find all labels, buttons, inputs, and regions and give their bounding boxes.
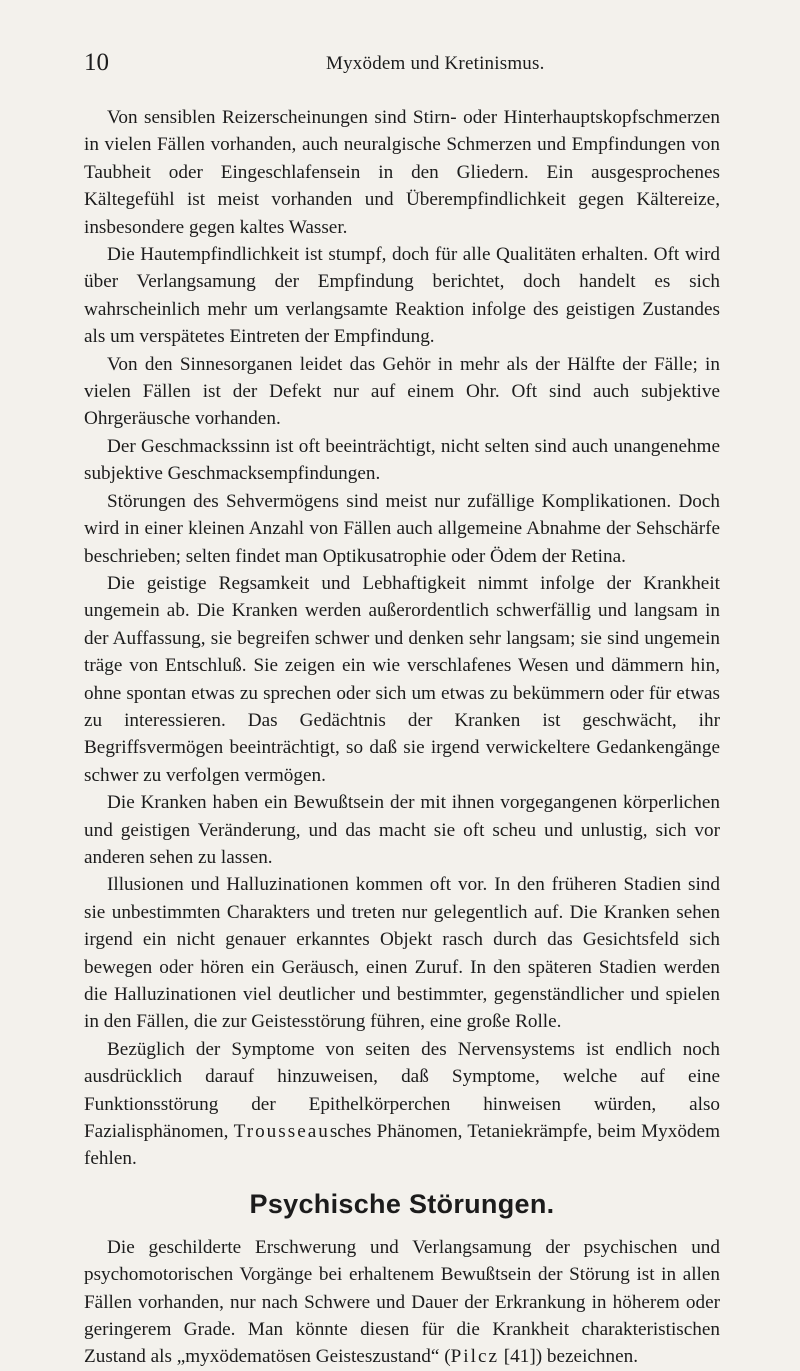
author-name-pilcz: Pilcz — [450, 1346, 499, 1368]
running-head — [84, 48, 720, 78]
page-number: 10 — [84, 49, 109, 76]
paragraph-hautempfindlichkeit: Die Hautempfindlichkeit ist stumpf, doch für alle Qualitäten erhalten. Oft wird über Verlangsamung der Empfindung berichtet, doch handelt es sich wahrscheinlich mehr um verlangsamte Reaktion infolge des geistigen Zustandes als um verspätetes Eintreten der Empfindung. — [84, 244, 720, 348]
paragraph-psychische-text: Die geschilderte Erschwerung und Verlangsamung der psychischen und psychomotorischen Vorgänge bei erhaltenem Bewußtsein der Störung ist in allen Fällen vorhanden, nur nach Schwere und Dauer der Erkrankung in höherem oder geringerem Grade. Man könnte diesen für die Krankheit charakteristischen Zustand als „myxödematösen Geisteszustand“ ( — [84, 1236, 720, 1368]
paragraph-sensible-reizerscheinungen: Von sensiblen Reizerscheinungen sind Stirn- oder Hinterhauptskopfschmerzen in vielen Fällen vorhanden, auch neuralgische Schmerzen und Empfindungen von Taubheit oder Eingeschlafensein in den Gliedern. Ein ausgesprochenes Kältegefühl ist meist vorhanden und Überempfindlichkeit gegen Kältereize, insbesondere gegen kaltes Wasser. — [84, 107, 720, 238]
paragraph-sehvermoegen: Störungen des Sehvermögens sind meist nur zufällige Komplikationen. Doch wird in einer kleinen Anzahl von Fällen auch allgemeine Abnahme der Sehschärfe beschrieben; selten findet man Optikusatrophie oder Ödem der Retina. — [84, 490, 720, 567]
paragraph-geistige-regsamkeit: Die geistige Regsamkeit und Lebhaftigkeit nimmt infolge der Krankheit ungemein ab. Die Kranken werden außerordentlich schwerfällig und langsam in der Auffassung, sie begreifen schwer und denken sehr langsam; sie sind ungemein träge von Entschluß. Sie zeigen ein wie verschlafenes Wesen und dämmern hin, ohne spontan etwas zu sprechen oder sich um etwas zu bekümmern oder für etwas zu interessieren. Das Gedächtnis der Kranken ist geschwächt, ihr Begriffsvermögen beeinträchtigt, so daß sie irgend verwickeltere Gedankengänge schwer zu verfolgen vermögen. — [84, 572, 720, 786]
running-title: Myxödem und Kretinismus. — [326, 53, 545, 74]
section-heading: Psychische Störungen. — [249, 1188, 555, 1219]
paragraph-psychische-stoerungen — [84, 1234, 720, 1371]
paragraph-nervensystem — [84, 1036, 720, 1173]
text-body — [84, 104, 720, 1371]
paragraph-psychische-end: [41]) bezeichnen. — [498, 1346, 639, 1368]
paragraph-illusionen: Illusionen und Halluzinationen kommen oft vor. In den früheren Stadien sind sie unbestimmten Charakters und treten nur gelegentlich auf. Die Kranken sehen irgend ein nicht genauer erkanntes Objekt rasch durch das Gesichtsfeld sich bewegen oder hören ein Geräusch, einen Zuruf. In den späteren Stadien werden die Halluzinationen viel deutlicher und bestimmter, gegenständlicher und spielen in den Fällen, die zur Geistesstörung führen, eine große Rolle. — [84, 874, 720, 1033]
author-name-trousseau: Trousseau — [233, 1121, 330, 1143]
paragraph-nervensystem-text: Bezüglich der Symptome von seiten des Nervensystems ist endlich noch ausdrücklich darauf hinzuweisen, daß Symptome, welche auf eine Funktionsstörung der Epithelkörperchen hinweisen würden, also Fazialisphänomen, — [84, 1038, 720, 1143]
paragraph-bewusstsein: Die Kranken haben ein Bewußtsein der mit ihnen vorgegangenen körperlichen und geistigen Veränderung, und das macht sie oft scheu und unlustig, sich vor anderen sehen zu lassen. — [84, 792, 720, 868]
paragraph-geschmackssinn: Der Geschmackssinn ist oft beeinträchtigt, nicht selten sind auch unangenehme subjektive Geschmacksempfindungen. — [84, 435, 720, 485]
paragraph-nervensystem-end: sches Phänomen, Tetaniekrämpfe, beim Myxödem fehlen. — [84, 1121, 720, 1170]
paragraph-sinnesorgane: Von den Sinnesorganen leidet das Gehör in mehr als der Hälfte der Fälle; in vielen Fällen ist der Defekt nur auf einem Ohr. Oft sind auch subjektive Ohrgeräusche vorhanden. — [84, 353, 720, 430]
